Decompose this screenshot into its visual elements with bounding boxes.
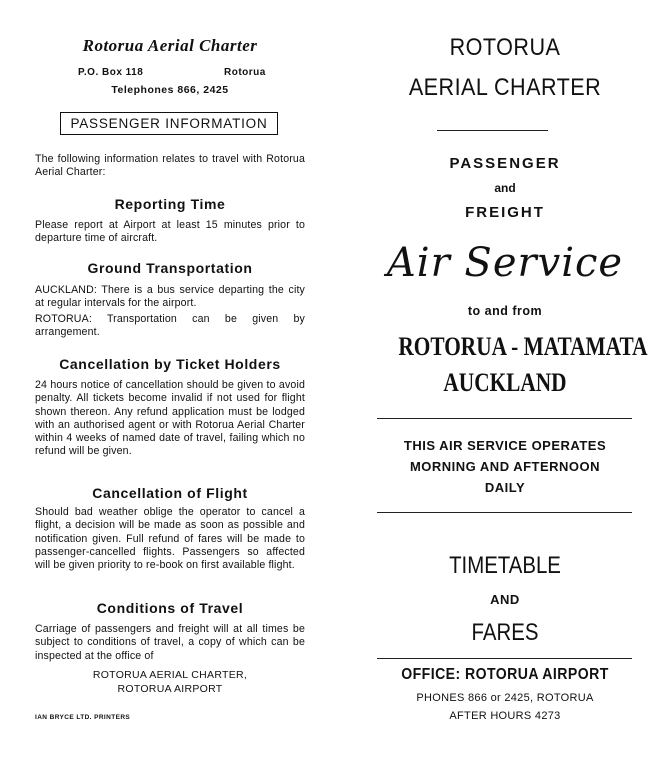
freight-label: FREIGHT	[465, 204, 545, 221]
operates-line-2: MORNING AND AFTERNOON	[409, 459, 601, 474]
phones: PHONES 866 or 2425, ROTORUA	[416, 692, 594, 704]
passenger-label: PASSENGER	[449, 155, 561, 172]
passenger-information-box: PASSENGER INFORMATION	[60, 112, 278, 135]
po-box: P.O. Box 118	[78, 67, 144, 78]
printer-credit: IAN BRYCE LTD. PRINTERS	[35, 714, 131, 721]
section-heading: Ground Transportation	[87, 260, 253, 276]
telephones: Telephones 866, 2425	[111, 84, 229, 96]
after-hours: AFTER HOURS 4273	[449, 710, 561, 722]
divider	[377, 512, 632, 513]
office-line-1: ROTORUA AERIAL CHARTER,	[92, 669, 248, 681]
divider	[377, 418, 632, 419]
route-line-1: ROTORUA - MATAMATA	[398, 332, 648, 361]
section-text: Carriage of passengers and freight will at all times be subject to conditions of travel, a copy of which can be inspected at the office of	[35, 623, 305, 662]
timetable-label: TIMETABLE	[449, 552, 561, 579]
to-and-from: to and from	[467, 304, 543, 318]
section-text: Please report at Airport at least 15 minutes prior to departure time of aircraft.	[35, 219, 305, 245]
operates-line-3: DAILY	[484, 480, 526, 495]
route-line-2: AUCKLAND	[443, 368, 567, 397]
section-text: Should bad weather oblige the operator to cancel a flight, a decision will be made as soon as possible and notification given. Full refund of fares will be made to passenger-cancelled flights. Passengers so affected will be given priority to re-book on first available flight.	[35, 506, 305, 572]
section-text: 24 hours notice of cancellation should be given to avoid penalty. All tickets become invalid if not used for flight shown thereon. Any refund application must be lodged with an authorised agent or with Rotorua Aerial Charter within 4 weeks of named date of travel, failing which no refund will be given.	[35, 379, 305, 458]
city: Rotorua	[224, 67, 266, 78]
and-caps-label: AND	[490, 592, 520, 607]
title-line-1: ROTORUA	[449, 34, 561, 61]
section-text: ROTORUA: Transportation can be given by arrangement.	[35, 313, 305, 339]
divider	[437, 130, 548, 131]
section-heading: Conditions of Travel	[96, 600, 244, 616]
office-line-2: ROTORUA AIRPORT	[117, 683, 223, 695]
intro-text: The following information relates to travel with Rotorua Aerial Charter:	[35, 153, 305, 179]
section-heading: Reporting Time	[114, 196, 226, 212]
section-heading: Cancellation by Ticket Holders	[59, 356, 281, 372]
section-heading: Cancellation of Flight	[92, 485, 248, 501]
fares-label: FARES	[471, 619, 539, 646]
divider	[377, 658, 632, 659]
section-text: AUCKLAND: There is a bus service departing the city at regular intervals for the airport.	[35, 284, 305, 310]
title-line-2: AERIAL CHARTER	[408, 74, 602, 101]
and-label: and	[494, 181, 516, 195]
office-address: OFFICE: ROTORUA AIRPORT	[401, 666, 609, 683]
company-title: Rotorua Aerial Charter	[82, 36, 258, 55]
air-service-script: Air Service	[386, 240, 624, 286]
operates-line-1: THIS AIR SERVICE OPERATES	[403, 438, 607, 453]
